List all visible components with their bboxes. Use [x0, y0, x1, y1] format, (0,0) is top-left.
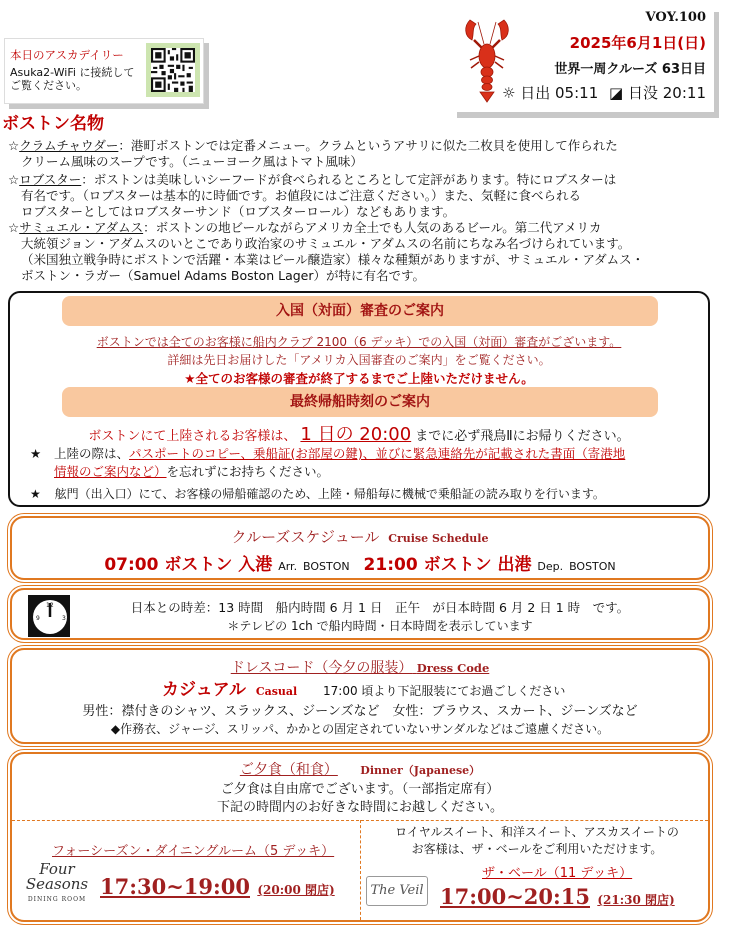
schedule-times: 07:00 ボストン 入港 Arr. BOSTON 21:00 ボストン 出港 Dep. BOSTON	[104, 555, 616, 575]
dinner-line1: ご夕食は自由席でございます。（一部指定席有）	[220, 782, 500, 797]
dress-code-main: カジュアル Casual 17:00 頃より下記服装にてお過ごしください	[162, 680, 566, 700]
notice-bullet-1: ★ 上陸の際は、パスポートのコピー、乗船証(お部屋の鍵)、並びに緊急連絡先が記載された書面（寄港地 情報のご案内など）を忘れずにお持ちください。	[30, 446, 626, 479]
entry-line1: ボストンでは全てのお客様に船内クラブ 2100（6 デッキ）での入国（対面）審査がございます。	[96, 335, 622, 349]
specialty-name: ロブスター	[19, 172, 82, 187]
svg-text:9: 9	[36, 615, 40, 622]
dinner-title: ご夕食（和食） Dinner（Japanese）	[239, 762, 481, 778]
notice-bullet-2: ★ 舷門（出入口）にて、お客様の帰船確認のため、上陸・帰船毎に機械で乗船証の読み取りを行います。	[30, 487, 605, 501]
date: 2025年6月1日(日)	[569, 34, 706, 52]
star-icon: ★	[30, 487, 41, 501]
svg-text:12: 12	[46, 602, 54, 609]
entry-line3: ★全てのお客様の審査が終了するまでご上陸いただけません。	[184, 371, 534, 386]
return-line: ボストンにて上陸されるお客様は、 1 日の 20:00 までに必ず飛鳥Ⅱにお帰りください。	[88, 424, 630, 445]
dinner-divider-v	[360, 820, 361, 920]
veil-logo: The Veil	[366, 876, 428, 906]
veil-hours: 17:00~20:15 (21:30 閉店)	[440, 884, 675, 909]
departure-place: ボストン 出港	[423, 555, 532, 575]
four-seasons-logo: Four Seasons DINING ROOM	[25, 860, 89, 903]
dinner-line2: 下記の時間内のお好きな時間にお越しください。	[216, 800, 503, 815]
sun-times	[502, 82, 706, 103]
svg-text:3: 3	[62, 615, 66, 622]
time-difference-box	[10, 588, 710, 640]
specialty-name: クラムチャウダー	[19, 138, 119, 153]
veil-name: ザ・ベール（11 デッキ）	[482, 866, 633, 881]
arrival-time: 07:00	[104, 555, 159, 575]
time-difference-line1: 日本との時差：13 時間 船内時間 6 月 1 日 正午 が日本時間 6 月 2 日 1 時 です。	[130, 600, 630, 615]
notice-box	[8, 291, 710, 507]
sunset-icon: ◪	[609, 84, 624, 102]
return-time: 1 日の 20:00	[300, 424, 412, 445]
entry-line2: 詳細は先日お届けした「アメリカ入国審査のご案内」をご覧ください。	[167, 353, 551, 367]
dress-code-line2: ◆作務衣、ジャージ、スリッパ、かかとの固定されていないサンダルなどはご遠慮ください。	[110, 722, 610, 736]
four-seasons-name: フォーシーズン・ダイニングルーム（5 デッキ）	[52, 844, 335, 859]
arrival-place: ボストン 入港	[164, 555, 273, 575]
bullet-icon: ☆	[8, 172, 20, 187]
specialty-lobster: ☆ロブスター：ボストンは美味しいシーフードが食べられるところとして定評があります。特にロブスターは 有名です。（ロブスターは基本的に時価です。お値段にはご注意ください。）また、気軽に食べられる ロブスターとしてはロブスターサンド（ロブスターロール）などもあります。	[8, 172, 617, 219]
daily-title: 本日のアスカデイリー	[10, 48, 124, 62]
time-difference-line2: ＊テレビの 1ch で船内時間・日本時間を表示しています	[227, 619, 533, 633]
bullet-icon: ☆	[8, 220, 20, 235]
qr-code[interactable]	[146, 43, 200, 97]
specialty-clam-chowder: ☆クラムチャウダー：港町ボストンでは定番メニュー。クラムというアサリに似た二枚貝を使用して作られた クリーム風味のスープです。（ニューヨーク風はトマト風味）	[8, 138, 618, 169]
dress-code-line1: 男性：襟付きのシャツ、スラックス、ジーンズなど 女性：ブラウス、スカート、ジーンズなど	[82, 704, 638, 719]
qr-code-icon	[151, 48, 195, 92]
specialty-samuel-adams: ☆サミュエル・アダムス：ボストンの地ビールながらアメリカ全土でも人気のあるビール。第二代アメリカ 大統領ジョン・アダムスのいとこであり政治家のサミュエル・アダムスの名前にちなみ名づけられています。 （米国独立戦争時にボストンで活躍・本業はビール醸造家）様々な種類がありますが、サミュエル・アダムス・ ボストン・ラガー（Samuel Adams Boston Lager）が特に有名です。	[8, 220, 645, 283]
dress-code-title: ドレスコード（今夕の服装） Dress Code	[230, 660, 490, 676]
voyage-number: VOY.100	[645, 10, 706, 25]
cruise-day: 世界一周クルーズ 63日目	[554, 62, 706, 77]
departure-time: 21:00	[363, 555, 418, 575]
return-title: 最終帰船時刻のご案内	[62, 387, 658, 417]
schedule-box	[10, 516, 710, 580]
daily-text: Asuka2-WiFi に接続して ご覧ください。	[10, 66, 135, 92]
daily-info-box	[4, 38, 204, 104]
dinner-box	[10, 752, 710, 922]
sunrise-icon: ☼	[502, 84, 516, 102]
veil-note: ロイヤルスイート、和洋スイート、アスカスイートの お客様は、ザ・ベールをご利用いただけます。	[395, 825, 679, 856]
specialty-heading: ボストン名物	[2, 114, 104, 134]
sunset-time: 日没 20:11	[628, 84, 706, 102]
header-panel	[452, 6, 714, 112]
dress-code-box	[10, 648, 710, 744]
specialty-name: サミュエル・アダムス	[19, 220, 144, 235]
schedule-title: クルーズスケジュール Cruise Schedule	[231, 528, 489, 546]
sunrise-time: 日出 05:11	[520, 84, 599, 102]
entry-title: 入国（対面）審査のご案内	[62, 296, 658, 326]
dress-code-value: カジュアル	[162, 680, 246, 700]
bullet-icon: ☆	[8, 138, 20, 153]
four-seasons-hours: 17:30~19:00 (20:00 閉店)	[100, 874, 335, 899]
star-icon: ★	[30, 446, 42, 461]
